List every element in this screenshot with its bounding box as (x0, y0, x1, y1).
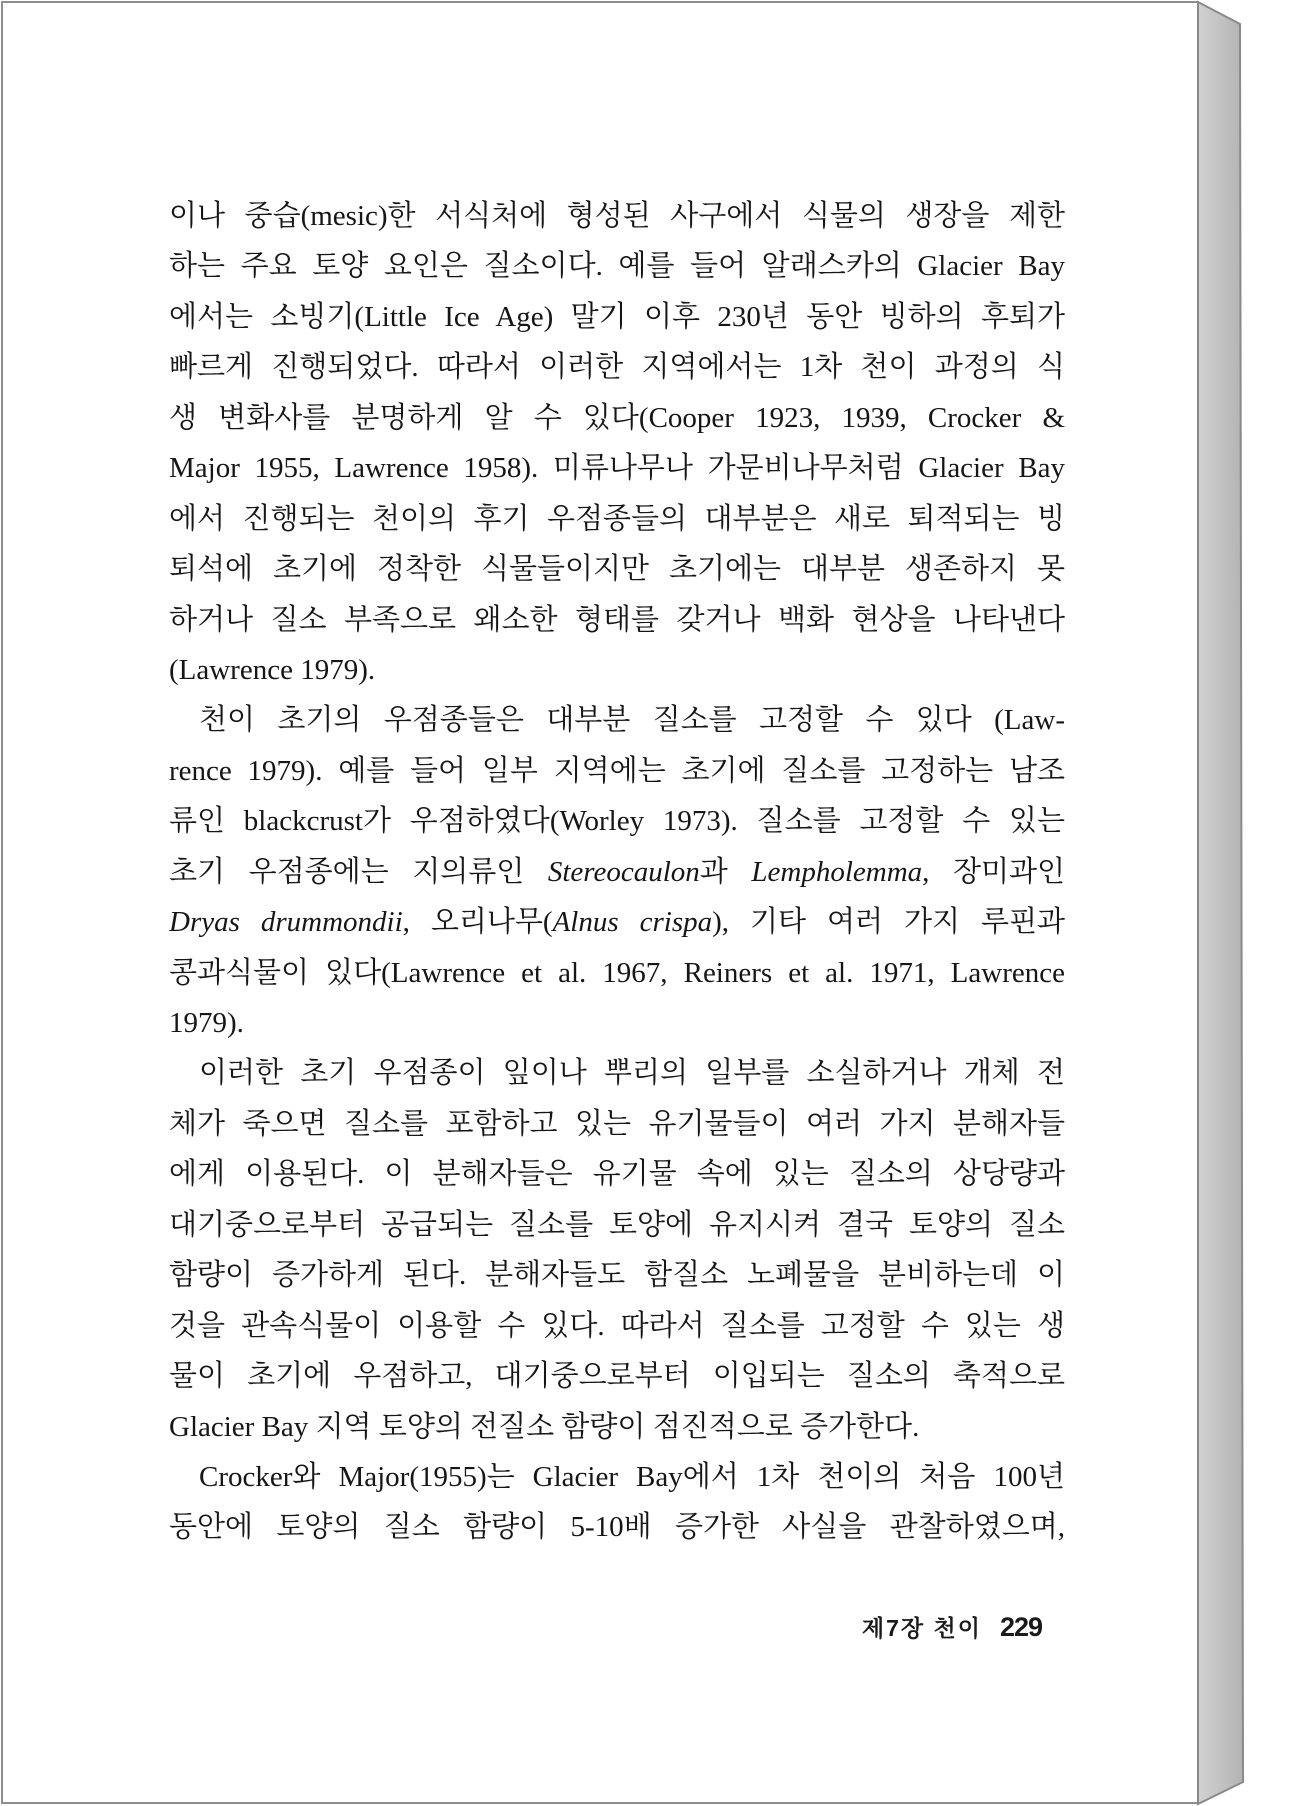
paragraph (169, 191, 1065, 695)
text-line: 이나 중습(mesic)한 서식처에 형성된 사구에서 식물의 생장을 제한 (169, 200, 1065, 232)
running-footer (862, 1608, 1042, 1646)
text-line: 체가 죽으면 질소를 포함하고 있는 유기물들이 여러 가지 분해자들 (169, 1107, 1065, 1140)
text-line (169, 897, 1065, 947)
text-line: Crocker와 Major(1955)는 Glacier Bay에서 1차 천이의 처음 100년 (199, 1460, 1065, 1493)
text-line: 함량이 증가하게 된다. 분해자들도 함질소 노폐물을 분비하는데 이 (169, 1259, 1065, 1292)
text-run: , 장미과인 (922, 855, 1065, 888)
text-line: 하는 주요 토양 요인은 질소이다. 예를 들어 알래스카의 Glacier Bay (169, 250, 1065, 283)
text-line: Glacier Bay 지역 토양의 전질소 함량이 점진적으로 증가한다. (169, 1410, 920, 1443)
page-number: 229 (999, 1612, 1042, 1642)
text-line: 퇴석에 초기에 정착한 식물들이지만 초기에는 대부분 생존하지 못 (169, 553, 1065, 586)
body-text (169, 191, 1065, 1553)
paragraph (169, 1452, 1065, 1553)
paragraph (169, 1048, 1065, 1452)
text-run: 초기 우점종에는 지의류인 (169, 855, 548, 888)
taxon-name: Lempholemma (751, 855, 923, 888)
text-run: 과 (699, 855, 752, 888)
text-line: 물이 초기에 우점하고, 대기중으로부터 이입되는 질소의 축적으로 (169, 1360, 1065, 1393)
text-line: (Lawrence 1979). (169, 653, 376, 686)
chapter-title: 제7장 천이 (861, 1615, 982, 1641)
text-line: 1979). (169, 1007, 244, 1039)
text-line: 동안에 토양의 질소 함량이 5-10배 증가한 사실을 관찰하였으며, (169, 1511, 1065, 1544)
text-line (169, 847, 1065, 897)
text-line: 하거나 질소 부족으로 왜소한 형태를 갖거나 백화 현상을 나타낸다 (169, 603, 1065, 636)
text-line: 이러한 초기 우점종이 잎이나 뿌리의 일부를 소실하거나 개체 전 (199, 1057, 1065, 1090)
text-line: 에서 진행되는 천이의 후기 우점종들의 대부분은 새로 퇴적되는 빙 (169, 502, 1065, 535)
taxon-name: Stereocaulon (547, 855, 700, 888)
paragraph (169, 695, 1065, 1048)
taxon-name: Dryas drummondii (169, 906, 403, 939)
text-line: 류인 blackcrust가 우점하였다(Worley 1973). 질소를 고정할 수 있는 (169, 805, 1065, 838)
text-line: 빠르게 진행되었다. 따라서 이러한 지역에서는 1차 천이 과정의 식 (169, 351, 1065, 384)
text-line: 대기중으로부터 공급되는 질소를 토양에 유지시켜 결국 토양의 질소 (169, 1208, 1065, 1241)
text-run: ), 기타 여러 가지 루핀과 (712, 906, 1065, 939)
text-line: 것을 관속식물이 이용할 수 있다. 따라서 질소를 고정할 수 있는 생 (169, 1309, 1065, 1342)
text-line: Major 1955, Lawrence 1958). 미류나무나 가문비나무처럼 Glacier Bay (169, 452, 1065, 485)
text-line: 에서는 소빙기(Little Ice Age) 말기 이후 230년 동안 빙하의 후퇴가 (169, 300, 1065, 333)
text-line: 에게 이용된다. 이 분해자들은 유기물 속에 있는 질소의 상당량과 (169, 1158, 1065, 1191)
taxon-name: Alnus crispa (552, 906, 713, 939)
text-line: rence 1979). 예를 들어 일부 지역에는 초기에 질소를 고정하는 남조 (169, 754, 1065, 787)
text-line: 생 변화사를 분명하게 알 수 있다(Cooper 1923, 1939, Crocker & (169, 401, 1065, 434)
text-line: 콩과식물이 있다(Lawrence et al. 1967, Reiners et al. 1971, Lawrence (169, 956, 1065, 989)
text-line: 천이 초기의 우점종들은 대부분 질소를 고정할 수 있다 (Law- (199, 704, 1065, 737)
text-run: , 오리나무( (402, 906, 553, 939)
